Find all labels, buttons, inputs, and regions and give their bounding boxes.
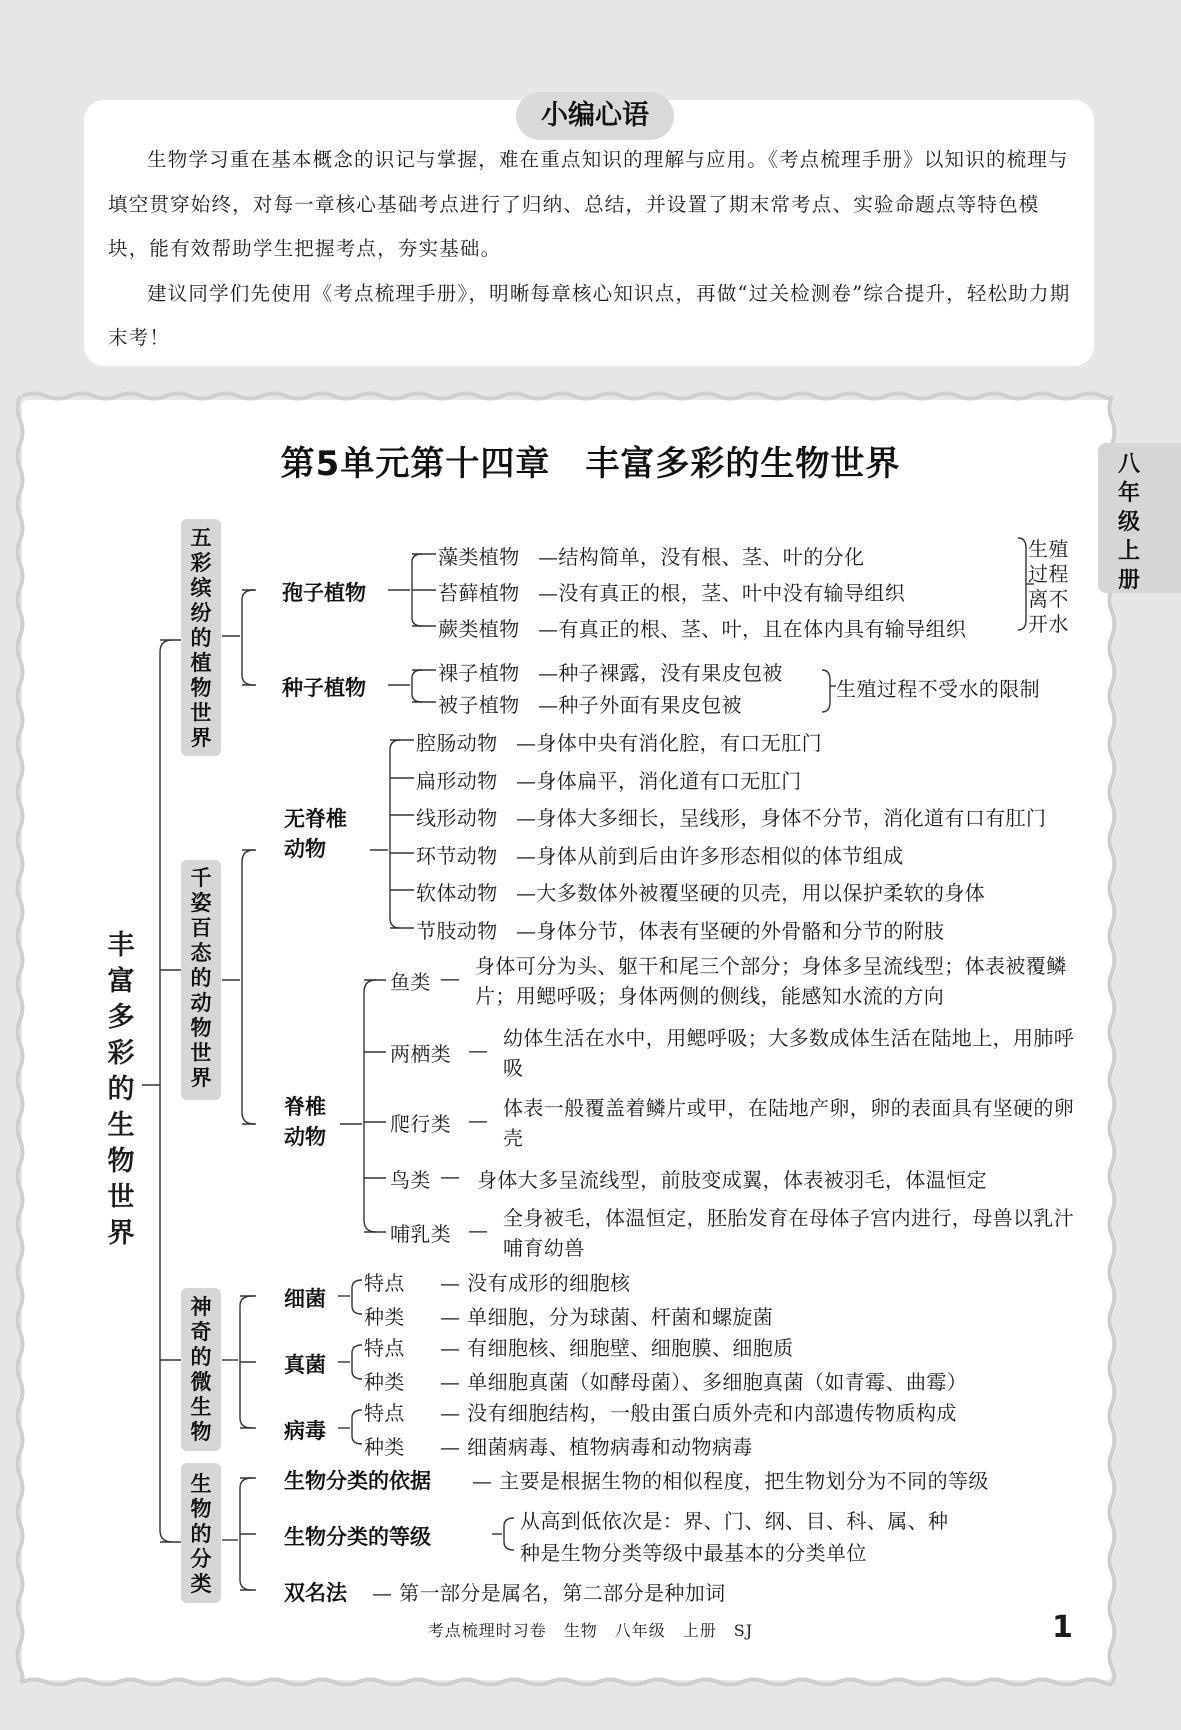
- invertebrate-desc: —身体扁平，消化道有口无肛门: [516, 769, 802, 793]
- category-plants: 五彩缤纷的植物世界: [190, 526, 212, 750]
- page-number: 1: [1052, 1610, 1073, 1645]
- microbe-feature-label: 特点: [364, 1271, 405, 1295]
- invertebrate-name: 环节动物: [416, 844, 498, 868]
- seed-plant-desc: —种子裸露，没有果皮包被: [538, 661, 783, 685]
- spore-plant-name: 苔藓植物: [438, 581, 520, 605]
- node-invertebrates: 无脊椎动物: [284, 807, 347, 861]
- invertebrate-desc: —身体分节，体表有坚硬的外骨骼和分节的附肢: [516, 919, 945, 943]
- node-spore-plants: 孢子植物: [282, 581, 366, 605]
- spore-plant-desc: —有真正的根、茎、叶，且在体内具有输导组织: [538, 617, 967, 641]
- classification-basis: — 主要是根据生物的相似程度，把生物划分为不同的等级: [472, 1469, 989, 1493]
- vertebrate-desc: 幼体生活在水中，用鳃呼吸；大多数成体生活在陆地上，用肺呼吸: [503, 1026, 1075, 1080]
- vertebrate-dash: —: [468, 1108, 489, 1132]
- category-animals: 千姿百态的动物世界: [190, 866, 212, 1090]
- seed-plant-name: 裸子植物: [438, 661, 520, 685]
- spore-plant-desc: —结构简单，没有根、茎、叶的分化: [538, 545, 865, 569]
- node-binomial-nomenclature: 双名法: [284, 1581, 347, 1605]
- invertebrate-name: 腔肠动物: [416, 731, 498, 755]
- spore-plants-note: 生殖过程离不开水: [1028, 537, 1069, 636]
- microbe-feature: — 有细胞核、细胞壁、细胞膜、细胞质: [440, 1336, 794, 1360]
- vertebrate-dash: —: [440, 966, 461, 990]
- microbe-type-label: 种类: [364, 1370, 405, 1394]
- node-seed-plants: 种子植物: [282, 676, 366, 700]
- node-bacteria: 细菌: [284, 1287, 326, 1311]
- invertebrate-name: 节肢动物: [416, 919, 498, 943]
- seed-plant-name: 被子植物: [438, 693, 520, 717]
- microbe-type-label: 种类: [364, 1305, 405, 1329]
- node-classification-basis: 生物分类的依据: [284, 1469, 431, 1493]
- category-classification: 生物的分类: [190, 1472, 212, 1596]
- microbe-types: — 单细胞真菌（如酵母菌）、多细胞真菌（如青霉、曲霉）: [440, 1370, 968, 1394]
- node-viruses: 病毒: [284, 1419, 326, 1443]
- invertebrate-desc: —身体中央有消化腔，有口无肛门: [516, 731, 823, 755]
- node-vertebrates: 脊椎动物: [284, 1095, 326, 1149]
- vertebrate-desc: 全身被毛，体温恒定，胚胎发育在母体子宫内进行，母兽以乳汁哺育幼兽: [503, 1206, 1075, 1260]
- vertebrate-name: 爬行类: [390, 1112, 452, 1136]
- vertebrate-name: 鸟类: [390, 1168, 431, 1192]
- category-microbes: 神奇的微生物: [190, 1295, 212, 1444]
- grade-side-tab-label: 八年级上册: [1117, 452, 1140, 593]
- classification-levels-2: 种是生物分类等级中最基本的分类单位: [520, 1541, 867, 1565]
- microbe-feature: — 没有细胞结构，一般由蛋白质外壳和内部遗传物质构成: [440, 1401, 957, 1425]
- microbe-feature: — 没有成形的细胞核: [440, 1271, 631, 1295]
- vertebrate-desc: 身体大多呈流线型，前肢变成翼，体表被羽毛，体温恒定: [477, 1168, 987, 1192]
- seed-plants-note: 生殖过程不受水的限制: [836, 677, 1040, 701]
- footer-text: 考点梳理时习卷 生物 八年级 上册 SJ: [427, 1621, 754, 1640]
- vertebrate-name: 哺乳类: [390, 1222, 452, 1246]
- classification-levels-1: 从高到低依次是：界、门、纲、目、科、属、种: [520, 1509, 949, 1533]
- invertebrate-name: 线形动物: [416, 806, 498, 830]
- invertebrate-desc: —身体大多细长，呈线形，身体不分节，消化道有口有肛门: [516, 806, 1047, 830]
- vertebrate-desc: 身体可分为头、躯干和尾三个部分；身体多呈流线型；体表被覆鳞片；用鳃呼吸；身体两侧的侧线，能感知水流的方向: [475, 954, 1067, 1008]
- invertebrate-desc: —身体从前到后由许多形态相似的体节组成: [516, 844, 904, 868]
- spore-plant-name: 藻类植物: [438, 545, 520, 569]
- chapter-title: 第5单元第十四章 丰富多彩的生物世界: [280, 444, 901, 484]
- vertebrate-name: 两栖类: [390, 1042, 452, 1066]
- mindmap-root: 丰富多彩的生物世界: [107, 930, 135, 1249]
- vertebrate-dash: —: [468, 1218, 489, 1242]
- vertebrate-name: 鱼类: [390, 970, 431, 994]
- invertebrate-name: 扁形动物: [416, 769, 498, 793]
- vertebrate-desc: 体表一般覆盖着鳞片或甲，在陆地产卵，卵的表面具有坚硬的卵壳: [503, 1096, 1075, 1150]
- node-fungi: 真菌: [284, 1353, 326, 1377]
- seed-plant-desc: —种子外面有果皮包被: [538, 693, 743, 717]
- microbe-types: — 细菌病毒、植物病毒和动物病毒: [440, 1435, 753, 1459]
- spore-plant-desc: —没有真正的根，茎、叶中没有输导组织: [538, 581, 906, 605]
- editor-note-title: 小编心语: [516, 92, 674, 140]
- spore-plant-name: 蕨类植物: [438, 617, 520, 641]
- invertebrate-name: 软体动物: [416, 881, 498, 905]
- microbe-feature-label: 特点: [364, 1336, 405, 1360]
- node-classification-levels: 生物分类的等级: [284, 1525, 431, 1549]
- vertebrate-dash: —: [440, 1164, 461, 1188]
- binomial-nomenclature-desc: — 第一部分是属名，第二部分是种加词: [372, 1581, 726, 1605]
- microbe-types: — 单细胞，分为球菌、杆菌和螺旋菌: [440, 1305, 774, 1329]
- editor-note-paragraph-2: 建议同学们先使用《考点梳理手册》，明晰每章核心知识点，再做“过关检测卷”综合提升，轻松助力期末考！: [108, 281, 1071, 349]
- vertebrate-dash: —: [468, 1038, 489, 1062]
- editor-note-paragraph-1: 生物学习重在基本概念的识记与掌握，难在重点知识的理解与应用。《考点梳理手册》以知识的梳理与填空贯穿始终，对每一章核心基础考点进行了归纳、总结，并设置了期末常考点、实验命题点等特色模块，能有效帮助学生把握考点，夯实基础。: [108, 148, 1069, 260]
- invertebrate-desc: —大多数体外被覆坚硬的贝壳，用以保护柔软的身体: [516, 881, 986, 905]
- microbe-type-label: 种类: [364, 1435, 405, 1459]
- microbe-feature-label: 特点: [364, 1401, 405, 1425]
